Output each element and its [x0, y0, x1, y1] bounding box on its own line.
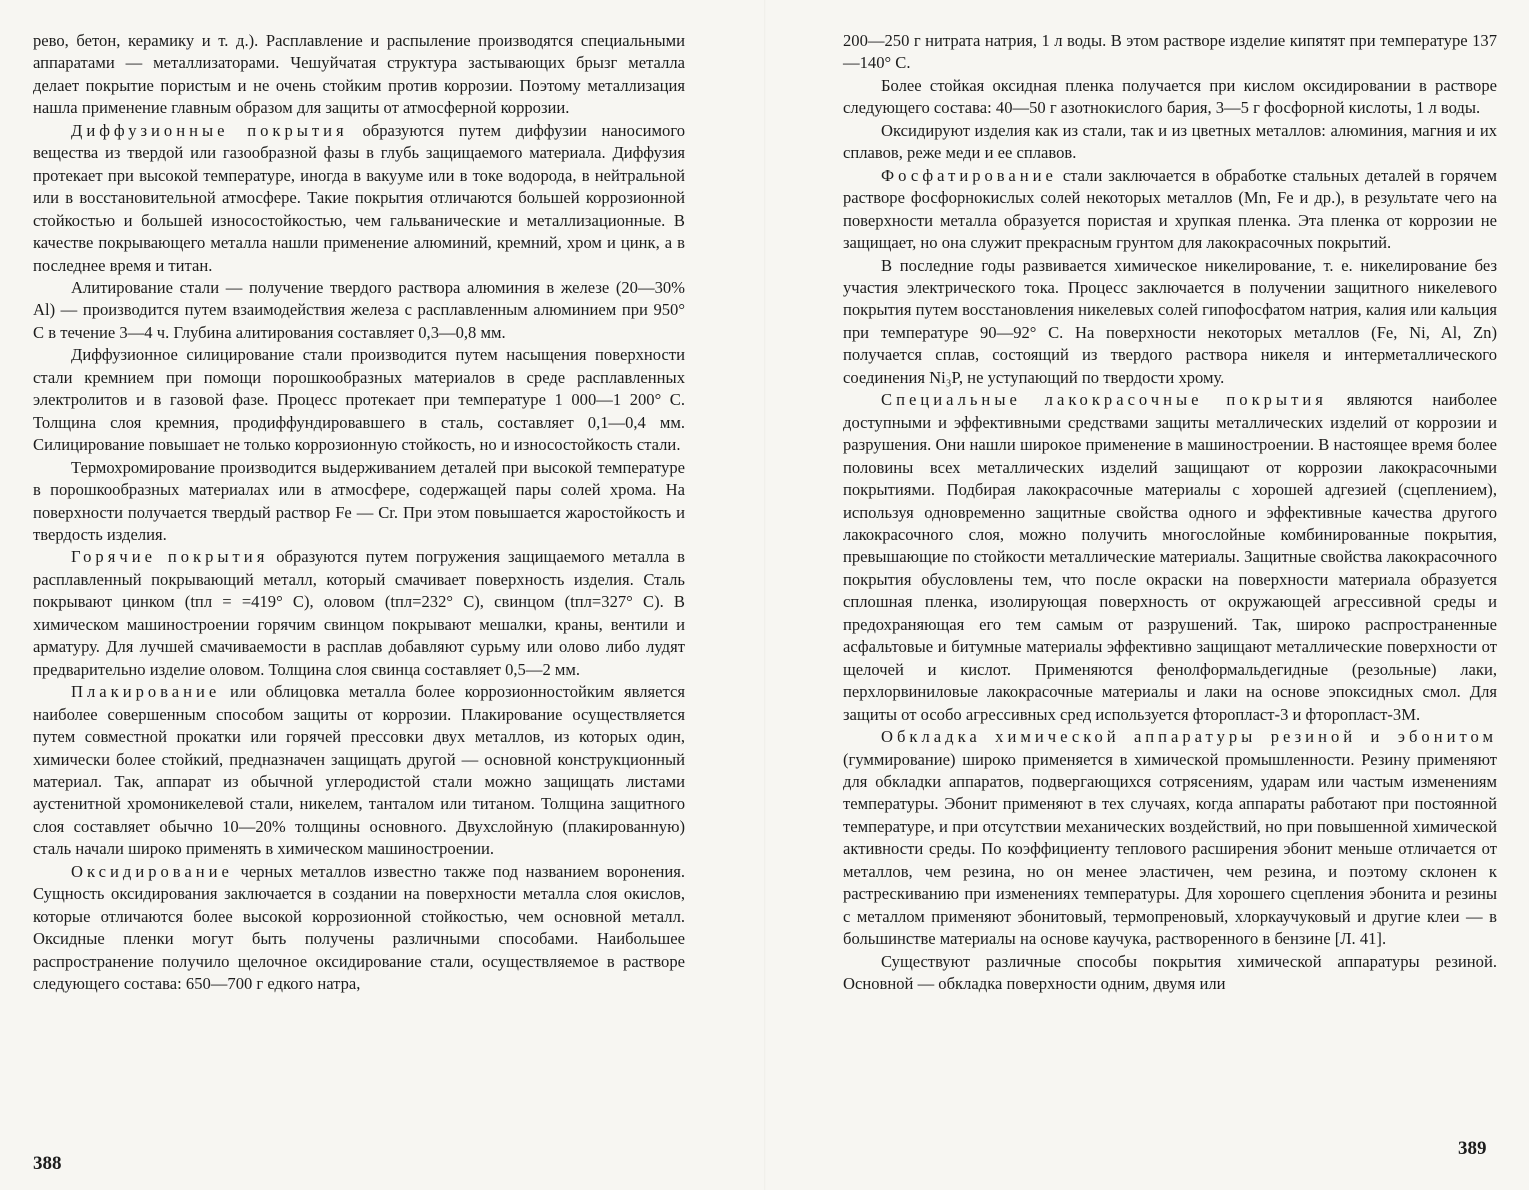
paragraph-text: образуются путем диффузии наносимого вещества из твердой или газообразной фазы в глубь защищаемого материала. Диффузия протекает при высокой температуре, иногда в вакууме или в токе водорода, в нейтральной или в восстановительной атмосфере. Такие покрытия отличаются большей коррозионной стойкостью и большей износостойкостью, чем гальванические и металлизационные. В качестве покрывающего металла нашли применение алюминий, кремний, хром и цинк, а в последнее время и титан. — [33, 120, 686, 275]
paragraph — [843, 30, 1497, 75]
page-number: 389 — [1458, 1138, 1487, 1159]
book-gutter — [764, 0, 766, 1190]
paragraph — [33, 861, 685, 996]
page-number: 388 — [33, 1153, 62, 1174]
paragraph-text: стали заключается в обработке стальных деталей в горячем растворе фосфорнокислых солей некоторых металлов (Mn, Fe и др.), в результате чего на поверхности металла образуется пористая и хрупкая пленка. Эта пленка от коррозии не защищает, но она служит прекрасным грунтом для лакокрасочных покрытий. — [843, 165, 1497, 253]
left-page — [33, 30, 685, 1180]
paragraph — [843, 165, 1497, 255]
paragraph-text: В последние годы развивается химическое никелирование, т. е. никелирование без участия электрического тока. Процесс заключается в получении защитного никелевого покрытия путем восстановления никелевых солей гипофосфатом натрия, калия или кальция при температуре 90—92° С. На поверхности некоторых металлов (Fe, Ni, Al, Zn) получается сплав, состоящий из твердого раствора никеля и интерметаллического соединения Ni₃P, не уступающий по твердости хрому. — [843, 255, 1497, 387]
spaced-heading: Фосфатирование — [881, 165, 1057, 185]
paragraph — [33, 277, 685, 344]
paragraph-text: Существуют различные способы покрытия химической аппаратуры резиной. Основной — обкладка поверхности одним, двумя или — [843, 951, 1497, 994]
paragraph — [33, 30, 685, 120]
paragraph-text: образуются путем погружения защищаемого металла в расплавленный покрывающий металл, который смачивает поверхность изделия. Сталь покрывают цинком (tпл = =419° С), оловом (tпл=232° С), свинцом (tпл=327° С). В химическом машиностроении горячим свинцом покрывают мешалки, краны, вентили и арматуру. Для лучшей смачиваемости в расплав добавляют сурьму или олово либо лудят предварительно изделие оловом. Толщина слоя свинца составляет 0,5—2 мм. — [33, 547, 685, 679]
paragraph — [33, 344, 685, 456]
spaced-heading: Специальные лакокрасочные покрытия — [881, 390, 1327, 410]
paragraph — [33, 681, 685, 861]
paragraph-text: являются наиболее доступными и эффективными средствами защиты металлических изделий от коррозии и разрушения. Они нашли широкое применение в машиностроении. В настоящее время более половины всех металлических изделий защищают от коррозии лакокрасочными покрытиями. Подбирая лакокрасочные материалы с хорошей адгезией (сцеплением), используя одновременно защитные свойства одного и эффективные качества другого лакокрасочного слоя, можно получить многослойные комбинированные покрытия, превышающие по стойкости металлические материалы. Защитные свойства лакокрасочного покрытия обусловлены тем, что после окраски на поверхности материала образуется сплошная пленка, изолирующая поверхность от окружающей агрессивной среды и предохраняющая его тем самым от разрушений. Так, широко распространенные асфальтовые и битумные материалы эффективно защищают металлические поверхности от щелочей и кислот. Применяются фенолформальдегидные (резольные) лаки, перхлорвиниловые лакокрасочные материалы и лаки на основе эпоксидных смол. Для защиты от особо агрессивных сред используется фторопласт-3 и фторопласт-3М. — [843, 390, 1497, 724]
paragraph — [843, 389, 1497, 726]
paragraph — [843, 726, 1497, 951]
paragraph-text: Оксидируют изделия как из стали, так и из цветных металлов: алюминия, магния и их сплавов, реже меди и ее сплавов. — [843, 120, 1497, 163]
paragraph — [33, 546, 685, 681]
paragraph-text: (гуммирование) широко применяется в химической промышленности. Резину применяют для обкладки аппаратов, подвергающихся сотрясениям, ударам или частым изменениям температуры. Эбонит применяют в тех случаях, когда аппараты работают при постоянной температуре, и при отсутствии механических воздействий, но при повышенной химической активности среды. По коэффициенту теплового расширения эбонит меньше отличается от металлов, чем резина, но он менее эластичен, чем резина, и поэтому склонен к растрескиванию при изменениях температуры. Для хорошего сцепления эбонита и резины с металлом применяют эбонитовый, термопреновый, хлоркаучуковый и другие клеи — в большинстве материалы на основе каучука, растворенного в бензине [Л. 41]. — [843, 749, 1497, 949]
paragraph — [843, 255, 1497, 390]
paragraph-text: черных металлов известно также под названием воронения. Сущность оксидирования заключается в создании на поверхности металла слоя окислов, которые отличаются более высокой коррозионной стойкостью, чем основной металл. Оксидные пленки могут быть получены различными способами. Наибольшее распространение получило щелочное оксидирование стали, осуществляемое в растворе следующего состава: 650—700 г едкого натра, — [33, 861, 685, 994]
paragraph-text: рево, бетон, керамику и т. д.). Расплавление и распыление производятся специальными аппаратами — металлизаторами. Чешуйчатая структура застывающих брызг металла делает покрытие пористым и не очень стойким против коррозии. Поэтому металлизация нашла применение главным образом для защиты от атмосферной коррозии. — [33, 31, 685, 118]
paragraph — [33, 457, 685, 547]
paragraph — [843, 75, 1497, 120]
paragraph-text: Термохромирование производится выдерживанием деталей при высокой температуре в порошкообразных материалах или в атмосфере, содержащей пары солей хрома. На поверхности получается твердый раствор Fe — Cr. При этом повышается жаростойкость и твердость изделия. — [33, 457, 685, 544]
paragraph-text: Алитирование стали — получение твердого раствора алюминия в железе (20—30% Al) — производится путем взаимодействия железа с расплавленным алюминием при 950° С в течение 3—4 ч. Глубина алитирования составляет 0,3—0,8 мм. — [33, 277, 685, 342]
spaced-heading: Оксидирование — [71, 861, 233, 881]
spaced-heading: Плакирование — [71, 682, 221, 702]
paragraph-text: 200—250 г нитрата натрия, 1 л воды. В этом растворе изделие кипятят при температуре 137—140° С. — [843, 31, 1497, 73]
paragraph-text: Диффузионное силицирование стали производится путем насыщения поверхности стали кремнием при помощи порошкообразных материалов в среде расплавленных электролитов и в газовой фазе. Процесс протекает при температуре 1 000—1 200° С. Толщина слоя кремния, продиффундировавшего в сталь, составляет 0,1—0,4 мм. Силицирование повышает не только коррозионную стойкость, но и износостойкость стали. — [33, 345, 685, 455]
spaced-heading: Горячие покрытия — [71, 547, 269, 567]
spaced-heading: Обкладка химической аппаратуры резиной и эбонитом — [881, 727, 1497, 747]
paragraph-text: Более стойкая оксидная пленка получается при кислом оксидировании в растворе следующего состава: 40—50 г азотнокислого бария, 3—5 г фосфорной кислоты, 1 л воды. — [843, 75, 1497, 118]
paragraph-text: или облицовка металла более коррозионностойким является наиболее совершенным способом защиты от коррозии. Плакирование осуществляется путем совместной прокатки или горячей прессовки двух металлов, из которых один, химически более стойкий, предназначен защищать другой — основной конструкционный материал. Так, аппарат из обычной углеродистой стали можно защищать листами аустенитной хромоникелевой стали, никелем, танталом или титаном. Толщина защитного слоя составляет обычно 10—20% толщины основного. Двухслойную (плакированную) сталь начали широко применять в химическом машиностроении. — [33, 682, 685, 859]
right-page — [843, 30, 1497, 1180]
spaced-heading: Диффузионные покрытия — [71, 120, 348, 140]
paragraph — [33, 120, 685, 277]
paragraph — [843, 120, 1497, 165]
paragraph — [843, 951, 1497, 996]
